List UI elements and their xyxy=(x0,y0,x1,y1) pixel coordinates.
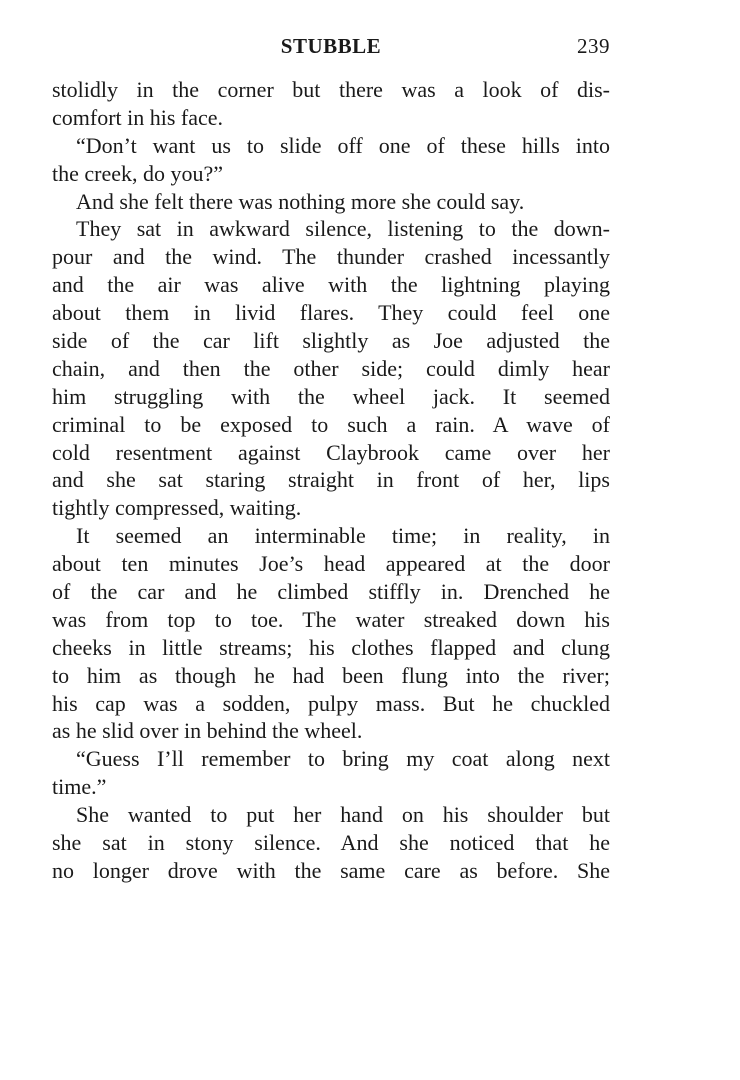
text-line: about them in livid flares. They could feel one xyxy=(52,300,610,326)
text-line: chain, and then the other side; could dimly hear xyxy=(52,355,610,381)
text-line: stolidly in the corner but there was a look of dis- xyxy=(52,77,610,102)
text-line: She wanted to put her hand on his shoulder but xyxy=(76,802,610,828)
text-line: was from top to toe. The water streaked down his xyxy=(52,606,610,632)
text-line: him struggling with the wheel jack. It seemed xyxy=(52,383,610,409)
book-page xyxy=(52,34,610,885)
page-number: 239 xyxy=(577,34,610,58)
text-line: and she sat staring straight in front of her, lips xyxy=(52,467,610,493)
running-title: STUBBLE xyxy=(280,34,382,58)
text-line: pour and the wind. The thunder crashed incessantly xyxy=(52,244,610,270)
text-line: comfort in his face. xyxy=(52,104,224,130)
text-line: no longer drove with the same care as before. She xyxy=(52,857,610,883)
text-line: “Guess I’ll remember to bring my coat along next xyxy=(76,746,610,772)
text-line: They sat in awkward silence, listening to the down- xyxy=(76,216,610,242)
running-head xyxy=(52,34,610,64)
text-line: the creek, do you?” xyxy=(52,160,224,186)
text-line: of the car and he climbed stiffly in. Drenched he xyxy=(52,579,610,605)
text-line: side of the car lift slightly as Joe adjusted the xyxy=(52,328,610,354)
text-line: to him as though he had been flung into the river; xyxy=(52,662,610,688)
text-line: cheeks in little streams; his clothes flapped and clung xyxy=(52,634,610,660)
body-text xyxy=(52,76,610,885)
text-line: “Don’t want us to slide off one of these hills into xyxy=(76,132,610,158)
text-line: And she felt there was nothing more she could say. xyxy=(76,188,525,214)
text-line: as he slid over in behind the wheel. xyxy=(52,718,363,744)
text-line: criminal to be exposed to such a rain. A wave of xyxy=(52,411,610,437)
text-line: his cap was a sodden, pulpy mass. But he chuckled xyxy=(52,690,610,716)
text-line: cold resentment against Claybrook came over her xyxy=(52,439,610,465)
text-line: she sat in stony silence. And she noticed that he xyxy=(52,830,610,856)
text-line: and the air was alive with the lightning playing xyxy=(52,272,610,298)
text-line: It seemed an interminable time; in reality, in xyxy=(76,523,610,549)
text-line: about ten minutes Joe’s head appeared at the door xyxy=(52,551,610,577)
text-line: tightly compressed, waiting. xyxy=(52,495,302,521)
text-line: time.” xyxy=(52,774,107,800)
